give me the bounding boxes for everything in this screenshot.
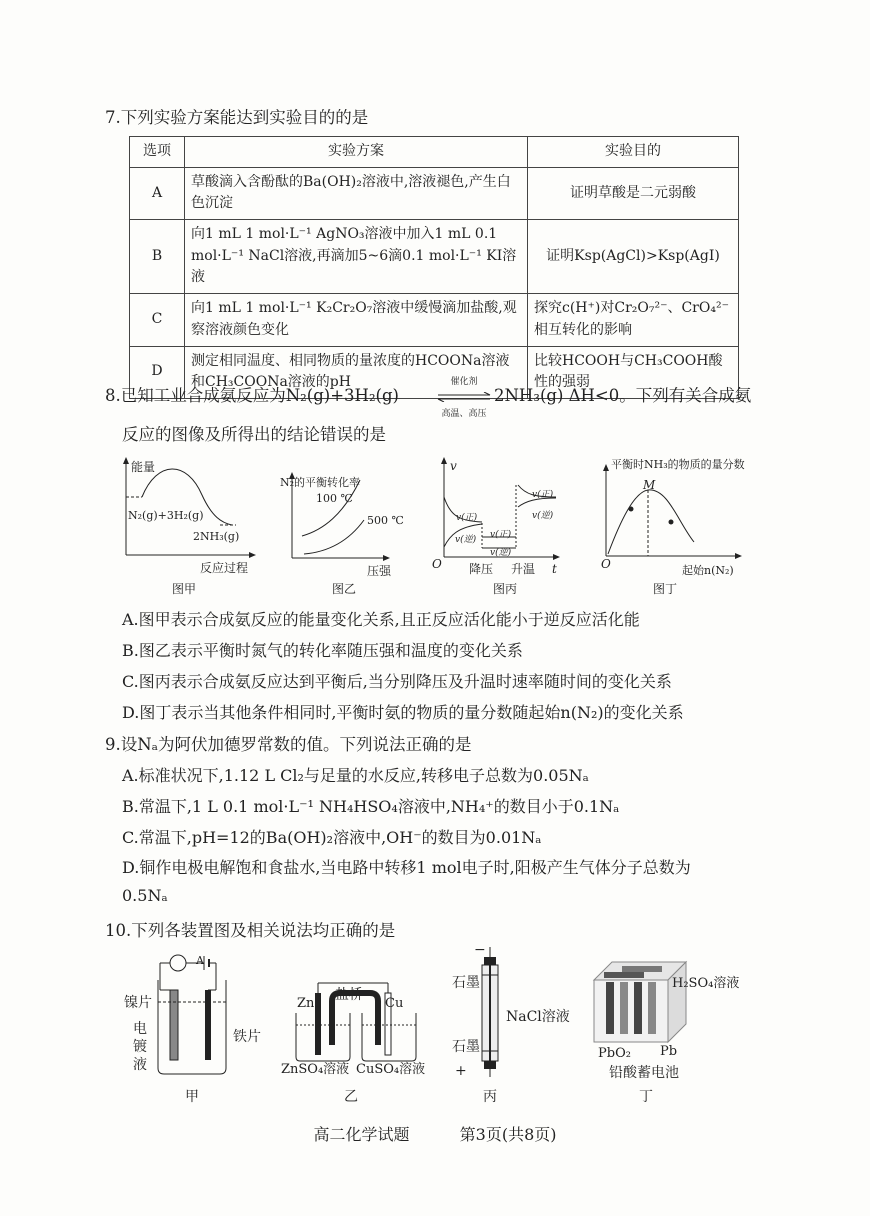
bing-plus: + [455,1063,467,1079]
apparatus-yi [288,975,438,1065]
row-goal: 证明草酸是二元弱酸 [528,167,739,219]
bing-bottom: 石墨 [452,1039,480,1055]
bing-v-ni-1: v(逆) [455,535,477,545]
equilibrium-arrow-icon [436,392,492,402]
ding-origin: O [601,557,611,571]
ding-caption: 丁 [639,1089,653,1105]
q9-option-b: B.常温下,1 L 0.1 mol·L⁻¹ NH₄HSO₄溶液中,NH₄⁺的数目小于0.1Nₐ [122,797,620,816]
ding-name: 铅酸蓄电池 [609,1065,679,1081]
row-option: B [130,220,185,294]
jia-caption: 图甲 [172,582,197,596]
jia-reactant: N₂(g)+3H₂(g) [128,509,204,522]
bing-caption: 图丙 [493,582,518,596]
bing-top: 石墨 [452,975,480,991]
ding-acid: H₂SO₄溶液 [672,976,740,991]
jia-ylabel: 能量 [131,460,156,474]
q8-option-b: B.图乙表示平衡时氮气的转化率随压强和温度的变化关系 [122,641,523,660]
ding-ylabel: 平衡时NH₃的物质的量分数 [611,458,745,471]
yi-bridge: 盐桥 [335,987,363,1003]
q10-stem: 10.下列各装置图及相关说法均正确的是 [105,921,396,940]
apparatus-jia [150,950,240,1080]
row-goal: 探究c(H⁺)对Cr₂O₇²⁻、CrO₄²⁻相互转化的影响 [528,294,739,346]
jia-caption: 甲 [185,1089,199,1105]
experiment-table [129,136,739,399]
bing-v-zheng-2: v(正) [490,530,512,540]
row-plan: 测定相同温度、相同物质的量浓度的HCOONa溶液和CH₃COONa溶液的pH [185,346,528,398]
bing-v-ni-2: v(逆) [490,548,512,558]
footer-subject: 高二化学试题 [313,1125,410,1144]
q8-stem-b: 2NH₃(g) ΔH<0。下列有关合成氨 [494,386,752,405]
table-row [130,220,739,294]
q9-option-d-cont: 0.5Nₐ [122,886,168,905]
q9-option-c: C.常温下,pH=12的Ba(OH)₂溶液中,OH⁻的数目为0.01Nₐ [122,828,542,847]
yi-t2: 500 ℃ [367,514,404,527]
jia-iron: 铁片 [233,1029,261,1045]
jia-nickel: 镍片 [124,995,152,1011]
row-option: D [130,346,185,398]
yi-caption: 图乙 [332,582,357,596]
yi-right-sol: CuSO₄溶液 [356,1062,426,1077]
jia-bath-1: 电 [133,1021,147,1037]
bing-ylabel: v [450,459,457,473]
row-goal: 比较HCOOH与CH₃COOH酸性的强弱 [528,346,739,398]
q7-stem: 7.下列实验方案能达到实验目的的是 [105,108,369,127]
header-option: 选项 [130,137,185,168]
row-plan: 向1 mL 1 mol·L⁻¹ AgNO₃溶液中加入1 mL 0.1 mol·L⁻¹ NaCl溶液,再滴加5~6滴0.1 mol·L⁻¹ KI溶液 [185,220,528,294]
bing-xlabel: t [552,562,557,576]
bing-v-zheng-1: v(正) [456,513,478,523]
q9-option-d: D.铜作电极电解饱和食盐水,当电路中转移1 mol电子时,阳极产生气体分子总数为 [122,858,691,877]
figure-ding [598,462,748,566]
table-row [130,294,739,346]
ding-point: M [643,478,656,492]
jia-xlabel: 反应过程 [200,561,249,575]
yi-zn: Zn [297,996,315,1011]
table-row [130,167,739,219]
q8-stem-c: 反应的图像及所得出的结论错误的是 [122,425,386,444]
q8-option-a: A.图甲表示合成氨反应的能量变化关系,且正反应活化能小于逆反应活化能 [122,610,640,629]
row-option: C [130,294,185,346]
bing-caption: 丙 [483,1089,497,1105]
row-plan: 向1 mL 1 mol·L⁻¹ K₂Cr₂O₇溶液中缓慢滴加盐酸,观察溶液颜色变化 [185,294,528,346]
jia-bath-2: 镀 [133,1039,147,1055]
jia-product: 2NH₃(g) [193,530,240,543]
equilibrium-arrow [436,374,492,419]
apparatus-bing [470,945,510,1080]
bing-sol: NaCl溶液 [506,1009,570,1025]
q8-option-d: D.图丁表示当其他条件相同时,平衡时氨的物质的量分数随起始n(N₂)的变化关系 [122,703,684,722]
bing-v-zheng-3: v(正) [532,490,554,500]
yi-left-sol: ZnSO₄溶液 [281,1062,350,1077]
jia-bath-3: 液 [133,1057,147,1073]
row-plan: 草酸滴入含酚酞的Ba(OH)₂溶液中,溶液褪色,产生白色沉淀 [185,167,528,219]
bing-x2: 升温 [511,562,536,576]
header-goal: 实验目的 [528,137,739,168]
table-header-row [130,137,739,168]
bing-v-ni-3: v(逆) [532,511,554,521]
row-goal: 证明Ksp(AgCl)>Ksp(AgI) [528,220,739,294]
bing-origin: O [432,557,442,571]
q9-option-a: A.标准状况下,1.12 L Cl₂与足量的水反应,转移电子总数为0.05Nₐ [122,766,589,785]
yi-t1: 100 ℃ [316,492,353,505]
page-footer [0,1122,870,1145]
bing-x1: 降压 [469,562,494,576]
row-option: A [130,167,185,219]
q9-stem: 9.设Nₐ为阿伏加德罗常数的值。下列说法正确的是 [105,735,472,754]
header-plan: 实验方案 [185,137,528,168]
arrow-top-label: 催化剂 [450,377,478,387]
ding-pb: Pb [660,1044,678,1059]
ding-xlabel: 起始n(N₂) [682,564,734,577]
ding-pbo2: PbO₂ [598,1046,631,1061]
q8-stem-a: 8.已知工业合成氨反应为N₂(g)+3H₂(g) [105,386,399,405]
bing-minus: − [474,942,486,958]
yi-xlabel: 压强 [367,564,392,578]
yi-ylabel: N₂的平衡转化率 [280,476,361,489]
yi-caption: 乙 [344,1089,358,1105]
yi-cu: Cu [385,996,404,1011]
arrow-bottom-label: 高温、高压 [441,409,487,419]
jia-meter-label: A [196,954,204,967]
q8-option-c: C.图丙表示合成氨反应达到平衡后,当分别降压及升温时速率随时间的变化关系 [122,672,672,691]
footer-page: 第3页(共8页) [459,1125,557,1144]
ding-caption: 图丁 [653,582,678,596]
